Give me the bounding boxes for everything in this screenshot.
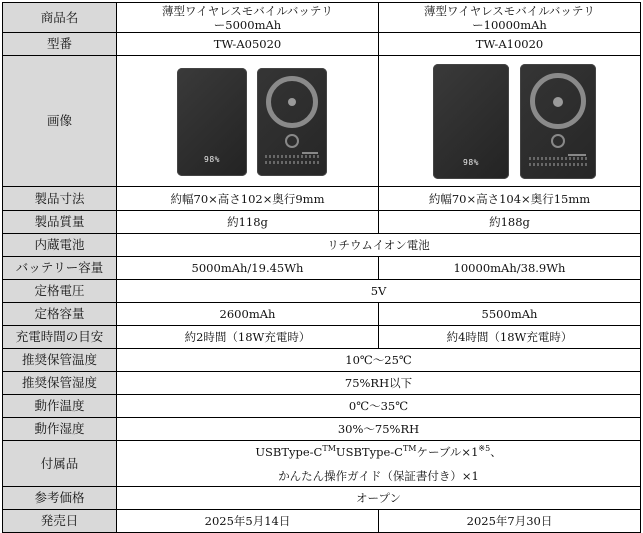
battery-type: リチウムイオン電池 [117, 234, 641, 257]
row-label: 参考価格 [3, 487, 117, 510]
weight-10000: 約188g [379, 211, 641, 234]
battery-back-10000 [520, 64, 596, 179]
row-label: 製品寸法 [3, 187, 117, 211]
operating-temperature: 0℃～35℃ [117, 395, 641, 418]
spec-print [529, 163, 587, 166]
table-row [3, 372, 641, 395]
row-label: バッテリー容量 [3, 257, 117, 280]
table-row [3, 510, 641, 533]
row-label: 型番 [3, 33, 117, 56]
storage-temperature: 10℃～25℃ [117, 349, 641, 372]
brand-mark [568, 154, 586, 156]
battery-back-5000 [257, 68, 327, 176]
row-label: 発売日 [3, 510, 117, 533]
operating-humidity: 30%～75%RH [117, 418, 641, 441]
spec-table [2, 2, 641, 533]
row-label: 動作湿度 [3, 418, 117, 441]
table-row [3, 326, 641, 349]
dimensions-5000: 約幅70×高さ102×奥行9mm [117, 187, 379, 211]
table-row [3, 349, 641, 372]
row-label: 商品名 [3, 3, 117, 33]
accessories-line-1 [117, 443, 640, 461]
spec-print [529, 157, 587, 160]
accessories-line-2: かんたん操作ガイド（保証書付き）×1 [278, 468, 479, 483]
ring-center [553, 97, 563, 107]
storage-humidity: 75%RH以下 [117, 372, 641, 395]
table-row [3, 33, 641, 56]
ring-center [288, 98, 296, 106]
table-row [3, 257, 641, 280]
weight-5000: 約118g [117, 211, 379, 234]
battery-front-10000 [433, 64, 509, 179]
rated-capacity-10000: 5500mAh [379, 303, 641, 326]
brand-mark [302, 152, 318, 154]
row-label: 付属品 [3, 441, 117, 487]
table-row [3, 280, 641, 303]
footnote-mark: ※5 [478, 443, 491, 453]
trademark-mark: TM [322, 443, 336, 453]
table-row [3, 441, 641, 487]
row-label: 画像 [3, 56, 117, 187]
row-label: 充電時間の目安 [3, 326, 117, 349]
battery-display: 98% [204, 155, 220, 164]
row-label: 内蔵電池 [3, 234, 117, 257]
row-label: 定格容量 [3, 303, 117, 326]
accessories [117, 441, 641, 487]
reference-price: オープン [117, 487, 641, 510]
capacity-5000: 5000mAh/19.45Wh [117, 257, 379, 280]
capacity-10000: 10000mAh/38.9Wh [379, 257, 641, 280]
accessory-text: USBType-C [335, 444, 403, 459]
spec-print [265, 155, 319, 158]
dimensions-10000: 約幅70×高さ104×奥行15mm [379, 187, 641, 211]
accessory-text: 、 [490, 444, 502, 459]
accessory-text: USBType-C [255, 444, 323, 459]
product-name-10000: 薄型ワイヤレスモバイルバッテリー10000mAh [379, 3, 641, 33]
battery-display: 98% [463, 158, 479, 167]
accessory-text: ケーブル×1 [416, 444, 479, 459]
model-number-5000: TW-A05020 [117, 33, 379, 56]
table-row [3, 395, 641, 418]
product-image-10000 [379, 56, 641, 187]
table-row [3, 187, 641, 211]
table-row [3, 303, 641, 326]
charge-time-10000: 約4時間（18W充電時） [379, 326, 641, 349]
product-name-5000: 薄型ワイヤレスモバイルバッテリー5000mAh [117, 3, 379, 33]
charge-time-5000: 約2時間（18W充電時） [117, 326, 379, 349]
battery-front-5000 [177, 68, 247, 176]
release-date-10000: 2025年7月30日 [379, 510, 641, 533]
row-label: 推奨保管湿度 [3, 372, 117, 395]
row-label: 定格電圧 [3, 280, 117, 303]
product-image-5000 [117, 56, 379, 187]
row-label: 推奨保管温度 [3, 349, 117, 372]
table-row [3, 487, 641, 510]
table-row [3, 211, 641, 234]
model-number-10000: TW-A10020 [379, 33, 641, 56]
charging-coil-mark [285, 134, 299, 148]
release-date-5000: 2025年5月14日 [117, 510, 379, 533]
table-row [3, 234, 641, 257]
rated-capacity-5000: 2600mAh [117, 303, 379, 326]
table-row [3, 418, 641, 441]
rated-voltage: 5V [117, 280, 641, 303]
row-label: 製品質量 [3, 211, 117, 234]
spec-print [265, 161, 319, 164]
charging-coil-mark [551, 134, 565, 148]
table-row [3, 3, 641, 33]
row-label: 動作温度 [3, 395, 117, 418]
table-row [3, 56, 641, 187]
trademark-mark: TM [402, 443, 417, 453]
